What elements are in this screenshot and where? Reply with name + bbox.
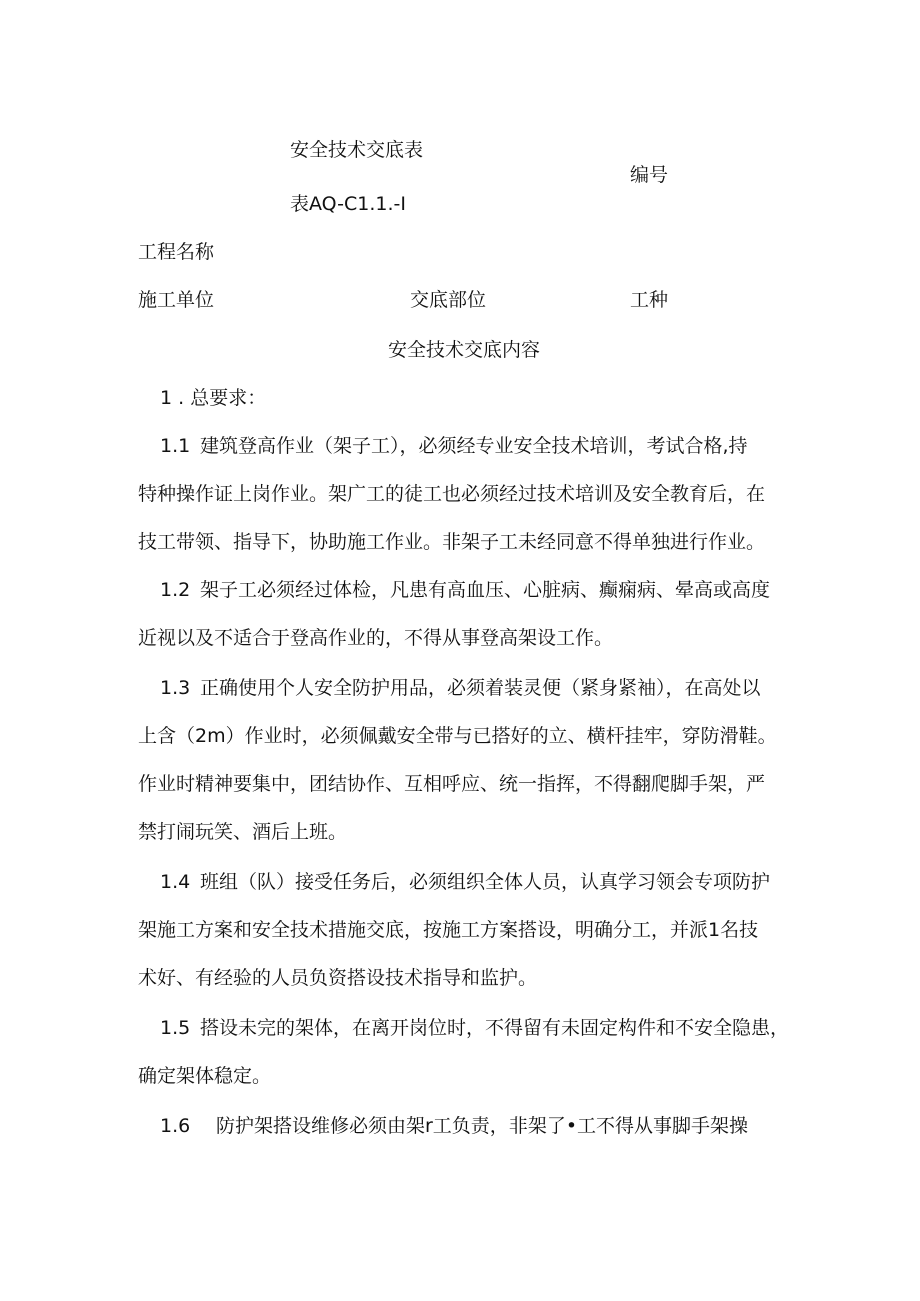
clause-number: 1.6 — [160, 1115, 191, 1137]
clause-number: 1.1 — [160, 435, 191, 457]
paragraph-line: 作业时精神要集中，团结协作、互相呼应、统一指挥，不得翻爬脚手架，严 — [138, 773, 766, 795]
paragraph-line: 近视以及不适合于登高作业的，不得从事登高架设工作。 — [138, 627, 614, 649]
paragraph-line: 上含（2m）作业时，必须佩戴安全带与已搭好的立、横杆挂牢，穿防滑鞋。 — [138, 725, 777, 747]
clause-number: 1.3 — [160, 677, 191, 699]
work-type-label: 工种 — [630, 289, 669, 311]
line-text: 建筑登高作业（架子工），必须经专业安全技术培训，考试合格,持 — [200, 435, 748, 457]
paragraph-line: 确定架体稳定。 — [138, 1065, 272, 1087]
paragraph-line — [138, 1102, 802, 1150]
paragraph-1-1 — [138, 422, 802, 566]
paragraph-line: 禁打闹玩笑、酒后上班。 — [138, 821, 348, 843]
clause-number: 1.4 — [160, 871, 191, 893]
paragraph-line — [138, 566, 802, 614]
number-label: 编号 — [630, 164, 669, 186]
paragraph-line — [138, 664, 802, 712]
paragraph-1-4 — [138, 858, 802, 1002]
paragraph-line: 架施工方案和安全技术措施交底，按施工方案搭设，明确分工，并派1名技 — [138, 919, 759, 941]
form-title: 安全技术交底表 — [290, 139, 424, 161]
briefing-part-label: 交底部位 — [410, 289, 487, 311]
paragraph-1-6 — [138, 1102, 802, 1150]
construction-unit-label: 施工单位 — [138, 289, 215, 311]
paragraph-line — [138, 858, 802, 906]
line-text: 架子工必须经过体检，凡患有高血压、心脏病、癫痫病、晕高或高度 — [200, 579, 771, 601]
paragraph-line: 特种操作证上岗作业。架广工的徒工也必须经过技术培训及安全教育后，在 — [138, 483, 766, 505]
section-heading: 1 . 总要求： — [160, 387, 267, 409]
paragraph-1-5 — [138, 1004, 802, 1100]
paragraph-line — [138, 422, 802, 470]
line-text: 搭设未完的架体，在离开岗位时，不得留有未固定构件和不安全隐患， — [200, 1017, 790, 1039]
paragraph-1-2 — [138, 566, 802, 662]
clause-number: 1.5 — [160, 1017, 191, 1039]
project-name-label: 工程名称 — [138, 241, 215, 263]
paragraph-line — [138, 1004, 802, 1052]
paragraph-line: 技工带领、指导下，协助施工作业。非架子工未经同意不得单独进行作业。 — [138, 531, 766, 553]
clause-number: 1.2 — [160, 579, 191, 601]
paragraph-line: 术好、有经验的人员负资搭设技术指导和监护。 — [138, 967, 538, 989]
line-text: 正确使用个人安全防护用品，必须着装灵便（紧身紧袖），在高处以 — [200, 677, 761, 699]
line-text: 班组（队）接受任务后，必须组织全体人员，认真学习领会专项防护 — [200, 871, 771, 893]
form-code: 表AQ-C1.1.-I — [290, 193, 406, 215]
line-text: 防护架搭设维修必须由架r工负责，非架了•工不得从事脚手架操 — [216, 1115, 749, 1137]
content-title: 安全技术交底内容 — [388, 339, 541, 361]
paragraph-1-3 — [138, 664, 802, 856]
